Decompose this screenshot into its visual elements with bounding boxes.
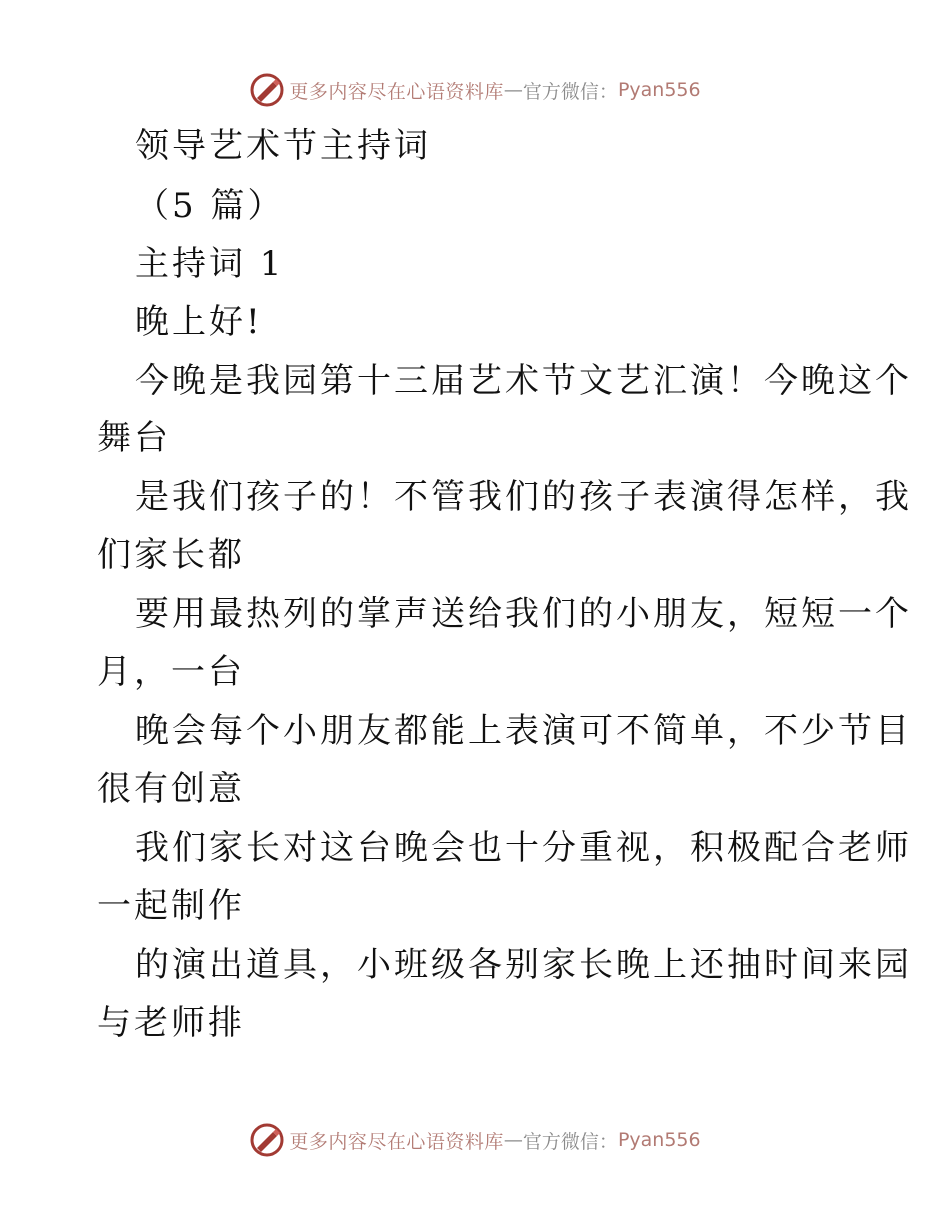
watermark-wechat-label: 官方微信：	[522, 1130, 618, 1153]
watermark-wechat-label: 官方微信：	[522, 80, 618, 103]
text-line: 与老师排	[97, 1003, 245, 1043]
footer-watermark	[0, 1120, 950, 1160]
pen-logo-icon	[249, 1122, 285, 1158]
document-title: 领导艺术节主持词	[135, 126, 431, 166]
text-line: 一起制作	[97, 886, 245, 926]
watermark-wechat-id: Pyan556	[617, 1129, 701, 1151]
section-heading: 主持词 1	[135, 244, 285, 284]
text-line: 很有创意	[97, 769, 245, 809]
watermark-wechat-id: Pyan556	[617, 79, 701, 101]
pen-logo-icon	[249, 72, 285, 108]
watermark-dash: —	[503, 79, 523, 101]
watermark-site-text: 更多内容尽在心语资料库	[289, 80, 504, 103]
text-line: 们家长都	[97, 535, 245, 575]
text-line: 晚会每个小朋友都能上表演可不简单，不少节目	[135, 711, 912, 751]
text-line: 要用最热列的掌声送给我们的小朋友，短短一个	[135, 594, 912, 634]
text-line: 我们家长对这台晚会也十分重视，积极配合老师	[135, 828, 912, 868]
text-line: 月，一台	[97, 652, 245, 692]
text-line: 今晚是我园第十三届艺术节文艺汇演！今晚这个	[135, 361, 912, 401]
text-line: 晚上好!	[135, 302, 263, 342]
text-line: 舞台	[97, 418, 171, 458]
text-line: 的演出道具，小班级各别家长晚上还抽时间来园	[135, 945, 912, 985]
header-watermark	[0, 70, 950, 110]
text-line: 是我们孩子的！不管我们的孩子表演得怎样，我	[135, 477, 912, 517]
watermark-dash: —	[503, 1129, 523, 1151]
watermark-site-text: 更多内容尽在心语资料库	[289, 1130, 504, 1153]
document-count: （5 篇）	[135, 186, 285, 226]
